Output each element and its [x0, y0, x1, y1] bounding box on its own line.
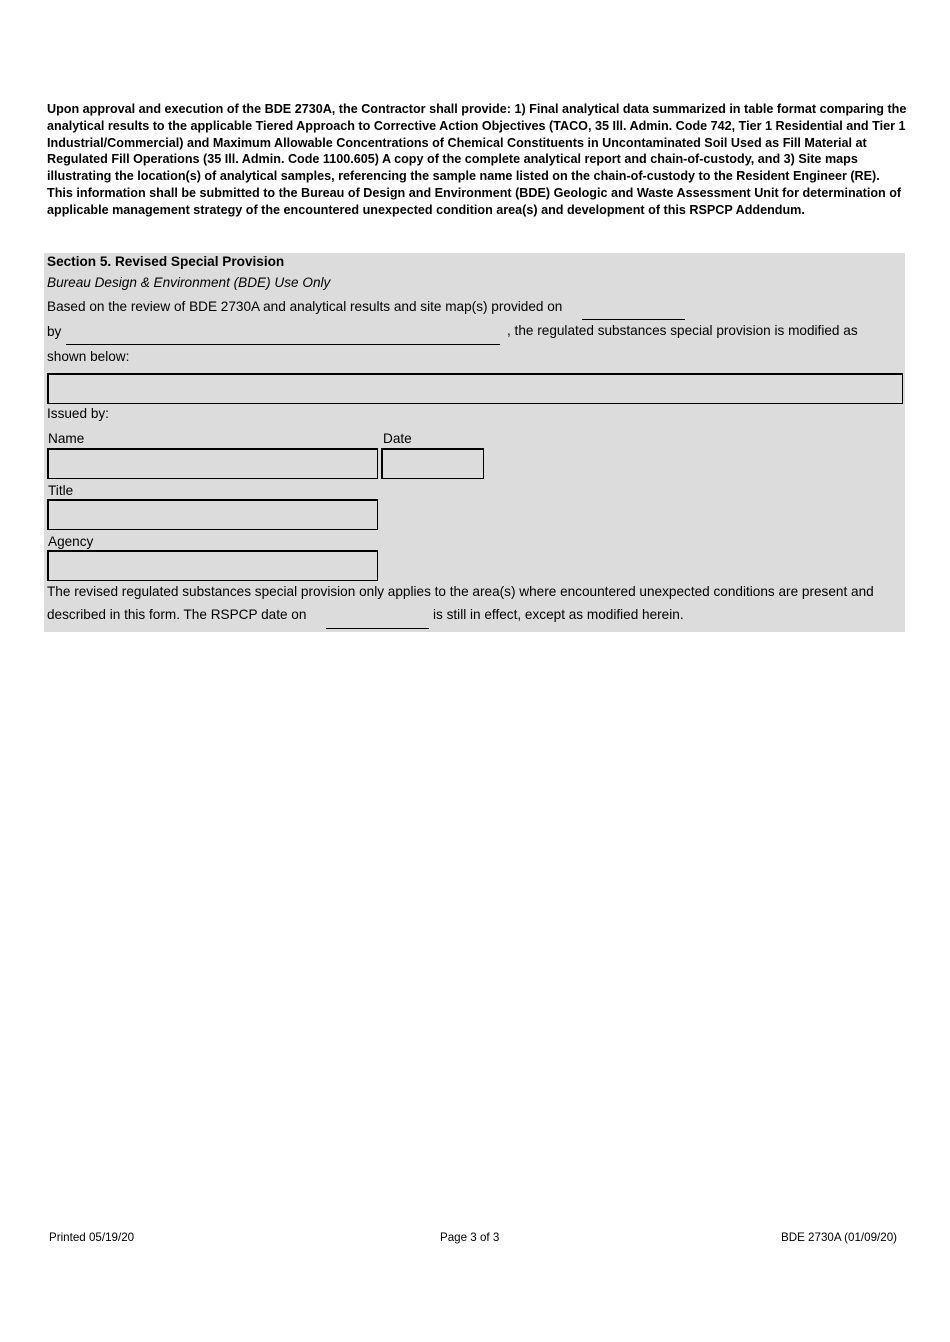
section-subtitle: Bureau Design & Environment (BDE) Use Only: [47, 275, 331, 290]
rspcp-date-field[interactable]: [326, 628, 429, 629]
section-5-panel: [44, 253, 905, 632]
closing-statement-part-1: described in this form. The RSPCP date on: [47, 607, 307, 622]
page-number: Page 3 of 3: [440, 1231, 500, 1244]
closing-statement: The revised regulated substances special provision only applies to the area(s) where encountered unexpected conditions are present and: [47, 584, 874, 599]
date-label: Date: [383, 431, 412, 446]
name-label: Name: [48, 431, 85, 446]
title-field[interactable]: [47, 499, 378, 530]
by-label: by: [47, 324, 62, 339]
form-id: BDE 2730A (01/09/20): [781, 1231, 898, 1244]
agency-label: Agency: [48, 534, 94, 549]
section-title: Section 5. Revised Special Provision: [47, 254, 285, 269]
name-field[interactable]: [47, 448, 378, 479]
issued-by-label: Issued by:: [47, 406, 109, 421]
review-statement: Based on the review of BDE 2730A and analytical results and site map(s) provided on: [47, 299, 563, 314]
revision-text-field[interactable]: [47, 373, 903, 404]
printed-date: Printed 05/19/20: [49, 1231, 135, 1244]
date-field[interactable]: [381, 448, 484, 479]
closing-statement-part-2: is still in effect, except as modified herein.: [433, 607, 684, 622]
shown-below-label: shown below:: [47, 349, 130, 364]
reviewer-field[interactable]: [66, 344, 500, 345]
review-date-field[interactable]: [582, 319, 685, 320]
title-label: Title: [48, 483, 74, 498]
modified-statement: , the regulated substances special provision is modified as: [507, 323, 858, 338]
agency-field[interactable]: [47, 550, 378, 581]
instructions-paragraph: Upon approval and execution of the BDE 2730A, the Contractor shall provide: 1) Final analytical data summarized in table format comparing the analytical results to the applicable Tiered Approach to Corrective Action Objectives (TACO, 35 Ill. Admin. Code 742, Tier 1 Residential and Tier 1 Industrial/Commercial) and Maximum Allowable Concentrations of Chemical Constituents in Uncontaminated Soil Used as Fill Material at Regulated Fill Operations (35 Ill. Admin. Code 1100.605) A copy of the complete analytical report and chain-of-custody, and 3) Site maps illustrating the location(s) of analytical samples, referencing the sample name listed on the chain-of-custody to the Resident Engineer (RE). This information shall be submitted to the Bureau of Design and Environment (BDE) Geologic and Waste Assessment Unit for determination of applicable management strategy of the encountered unexpected condition area(s) and development of this RSPCP Addendum.: [47, 102, 907, 217]
